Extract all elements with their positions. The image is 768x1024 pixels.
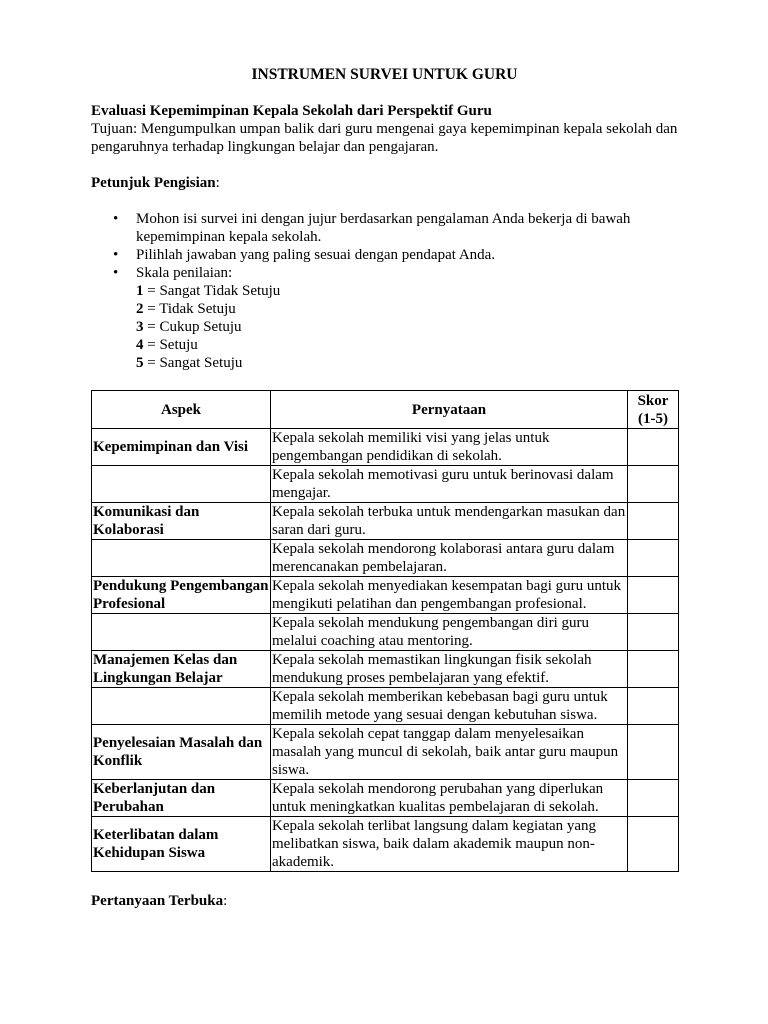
table-row xyxy=(92,540,679,577)
header-aspect: Aspek xyxy=(92,391,271,429)
table-row xyxy=(92,725,679,780)
table-row xyxy=(92,429,679,466)
statement-cell: Kepala sekolah memastikan lingkungan fisik sekolah mendukung proses pembelajaran yang efektif. xyxy=(271,651,628,688)
score-cell[interactable] xyxy=(628,466,679,503)
aspect-cell: Manajemen Kelas dan Lingkungan Belajar xyxy=(92,651,271,688)
scale-value: 5 xyxy=(136,355,144,371)
aspect-cell: Penyelesaian Masalah dan Konflik xyxy=(92,725,271,780)
table-row xyxy=(92,614,679,651)
score-cell[interactable] xyxy=(628,688,679,725)
scale-label: = Cukup Setuju xyxy=(143,319,242,335)
score-cell[interactable] xyxy=(628,651,679,688)
scale-value: 4 xyxy=(136,337,144,353)
scale-label: = Tidak Setuju xyxy=(143,301,236,317)
aspect-cell: Keberlanjutan dan Perubahan xyxy=(92,780,271,817)
score-cell[interactable] xyxy=(628,577,679,614)
scale-item xyxy=(136,318,678,336)
statement-cell: Kepala sekolah menyediakan kesempatan bagi guru untuk mengikuti pelatihan dan pengembangan profesional. xyxy=(271,577,628,614)
statement-cell: Kepala sekolah memiliki visi yang jelas untuk pengembangan pendidikan di sekolah. xyxy=(271,429,628,466)
score-cell[interactable] xyxy=(628,725,679,780)
statement-cell: Kepala sekolah terlibat langsung dalam kegiatan yang melibatkan siswa, baik dalam akademik maupun non-akademik. xyxy=(271,817,628,872)
aspect-cell xyxy=(92,688,271,725)
statement-cell: Kepala sekolah cepat tanggap dalam menyelesaikan masalah yang muncul di sekolah, baik antar guru maupun siswa. xyxy=(271,725,628,780)
scale-label: = Setuju xyxy=(143,337,198,353)
table-header-row xyxy=(92,391,679,429)
table-row xyxy=(92,817,679,872)
score-cell[interactable] xyxy=(628,614,679,651)
aspect-cell: Komunikasi dan Kolaborasi xyxy=(92,503,271,540)
purpose-text: Tujuan: Mengumpulkan umpan balik dari guru mengenai gaya kepemimpinan kepala sekolah dan pengaruhnya terhadap lingkungan belajar dan pengajaran. xyxy=(91,121,678,155)
header-statement: Pernyataan xyxy=(271,391,628,429)
scale-value: 1 xyxy=(136,283,144,299)
scale-item xyxy=(136,300,678,318)
table-row xyxy=(92,651,679,688)
score-cell[interactable] xyxy=(628,817,679,872)
statement-cell: Kepala sekolah memberikan kebebasan bagi guru untuk memilih metode yang sesuai dengan kebutuhan siswa. xyxy=(271,688,628,725)
survey-table xyxy=(91,390,679,872)
table-row xyxy=(92,688,679,725)
open-questions-label: Pertanyaan Terbuka xyxy=(91,893,224,909)
score-cell[interactable] xyxy=(628,429,679,466)
aspect-cell: Pendukung Pengembangan Profesional xyxy=(92,577,271,614)
table-row xyxy=(92,466,679,503)
table-row xyxy=(92,503,679,540)
aspect-cell: Keterlibatan dalam Kehidupan Siswa xyxy=(92,817,271,872)
scale-item xyxy=(136,354,678,372)
aspect-cell xyxy=(92,614,271,651)
instruction-item: • Pilihlah jawaban yang paling sesuai dengan pendapat Anda. xyxy=(136,246,678,264)
instruction-item: • Mohon isi survei ini dengan jujur berdasarkan pengalaman Anda bekerja di bawah kepemimpinan kepala sekolah. xyxy=(136,210,678,246)
score-cell[interactable] xyxy=(628,780,679,817)
score-cell[interactable] xyxy=(628,540,679,577)
score-cell[interactable] xyxy=(628,503,679,540)
table-row xyxy=(92,780,679,817)
document-title: INSTRUMEN SURVEI UNTUK GURU xyxy=(251,66,518,83)
instructions-heading-label: Petunjuk Pengisian xyxy=(91,175,216,191)
instructions-list xyxy=(91,210,678,372)
aspect-cell xyxy=(92,540,271,577)
statement-cell: Kepala sekolah mendorong perubahan yang diperlukan untuk meningkatkan kualitas pembelajaran di sekolah. xyxy=(271,780,628,817)
header-score: Skor (1-5) xyxy=(628,391,679,429)
statement-cell: Kepala sekolah mendorong kolaborasi antara guru dalam merencanakan pembelajaran. xyxy=(271,540,628,577)
scale-item xyxy=(136,282,678,300)
open-questions-heading xyxy=(91,892,678,910)
statement-cell: Kepala sekolah terbuka untuk mendengarkan masukan dan saran dari guru. xyxy=(271,503,628,540)
document-subtitle: Evaluasi Kepemimpinan Kepala Sekolah dari Perspektif Guru xyxy=(91,103,492,119)
scale-value: 3 xyxy=(136,319,144,335)
statement-cell: Kepala sekolah memotivasi guru untuk berinovasi dalam mengajar. xyxy=(271,466,628,503)
instruction-item-scale xyxy=(136,264,678,372)
statement-cell: Kepala sekolah mendukung pengembangan diri guru melalui coaching atau mentoring. xyxy=(271,614,628,651)
aspect-cell: Kepemimpinan dan Visi xyxy=(92,429,271,466)
table-row xyxy=(92,577,679,614)
scale-label: = Sangat Setuju xyxy=(143,355,243,371)
instructions-heading-colon: : xyxy=(215,175,220,191)
scale-item xyxy=(136,336,678,354)
aspect-cell xyxy=(92,466,271,503)
instructions-heading xyxy=(91,174,678,192)
open-questions-colon: : xyxy=(223,893,228,909)
instruction-item-label: Skala penilaian: xyxy=(136,265,233,281)
scale-value: 2 xyxy=(136,301,144,317)
scale-label: = Sangat Tidak Setuju xyxy=(143,283,281,299)
rating-scale-list xyxy=(136,282,678,372)
